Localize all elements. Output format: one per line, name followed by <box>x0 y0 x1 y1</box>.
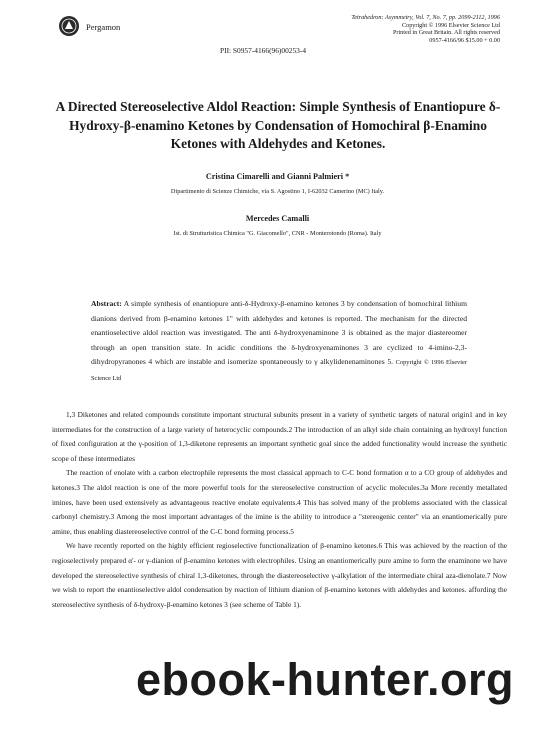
body-text <box>52 408 507 612</box>
printed-line: Printed in Great Britain. All rights reserved <box>392 29 500 37</box>
authors-secondary: Mercedes Camalli <box>245 214 310 223</box>
authors-primary: Cristina Cimarelli and Gianni Palmieri * <box>205 172 350 181</box>
journal-info <box>330 14 500 44</box>
body-paragraph: We have recently reported on the highly efficient regioselective functionalization of β-enamino ketones.6 This was achieved by the reaction of the regioselectively prepared α'- or γ-dianion of β-enamino ketones with electrophiles. Using an enantiomerically pure amine to form the enaminone we have developed the stereoselective synthesis of chiral 1,3-diketones, through the diastereoselective γ-alkylation of the intermediate chiral aza-dienolate.7 Now we wish to report the enantioselective aldol condensation by reaction of lithium dianion of β-enamino ketones with aldehydes and ketones. affording the stereoselective synthesis of δ-hydroxy-β-enamino ketones 3 (see scheme of Table 1). <box>52 541 507 609</box>
affiliation-secondary: Ist. di Strutturistica Chimica "G. Giacomello", CNR - Monterotondo (Roma). Italy <box>173 230 382 237</box>
journal-citation: Tetrahedron: Asymmetry, Vol. 7, No. 7, pp. 2099-2112, 1996 <box>351 14 500 21</box>
abstract-copyright: Copyright © 1996 Elsevier Science Ltd <box>91 359 467 382</box>
publisher-name: Pergamon <box>86 22 121 32</box>
watermark: ebook-hunter.org <box>136 654 514 705</box>
abstract-label: Abstract: <box>91 299 122 308</box>
paper-title: A Directed Stereoselective Aldol Reaction: Simple Synthesis of Enantiopure δ-Hydroxy-β-enamino Ketones by Condensation of Homochiral β-Enamino Ketones with Aldehydes and Ketones. <box>55 99 501 152</box>
copyright-line: Copyright © 1996 Elsevier Science Ltd <box>401 21 500 29</box>
body-paragraph: 1,3 Diketones and related compounds constitute important structural subunits present in a variety of synthetic targets of natural origin1 and in key intermediates for the construction of a large variety of heterocyclic compounds.2 The introduction of an alkyl side chain containing an hydroxyl function of fixed configuration at the γ-position of 1,3-diketone represents an important synthetic goal since the added functionality would increase the synthetic scope of these intermediates <box>52 410 507 463</box>
body-paragraph: The reaction of enolate with a carbon electrophile represents the most classical approach to C-C bond formation α to a CO group of aldehydes and ketones.3 The aldol reaction is one of the more powerful tools for the stereoselective construction of acyclic molecules.3a More recently metallated imines, have been used extensively as advantageous reactive enolate equivalents.4 This has solved many of the problems associated with the classical carbonyl chemistry.3 Among the most important advantages of the imine is the ability to introduce a "stereogenic center" via an enantiomerically pure amine, thus enabling diastereoselective control of the C-C bond forming process.5 <box>52 468 507 536</box>
pii-identifier: PII: S0957-4166(96)00253-4 <box>220 46 307 55</box>
affiliation-primary: Dipartimento di Scienze Chimiche, via S. Agostino 1, I-62032 Camerino (MC) Italy. <box>170 188 385 195</box>
pergamon-logo-icon <box>58 14 80 38</box>
price-line: 0957-4166/96 $15.00 + 0.00 <box>429 36 500 44</box>
abstract-text: A simple synthesis of enantiopure anti-δ-Hydroxy-β-enamino ketones 3 by condensation of homochiral lithium dianions derived from β-enamino ketones 1" with aldehydes and ketones is reported. The mechanism for the directed enantioselective aldol reaction was investigated. The anti δ-hydroxyenaminone 3 is obtained as the major diastereomer through an open transition state. In acidic conditions the δ-hydroxyenaminones 3 are cyclized to 4-imino-2,3-dihydropyranones 4 which are instable and isomerize spontaneously to γ alkylidenenaminones 5. <box>91 299 467 366</box>
abstract <box>91 297 467 386</box>
